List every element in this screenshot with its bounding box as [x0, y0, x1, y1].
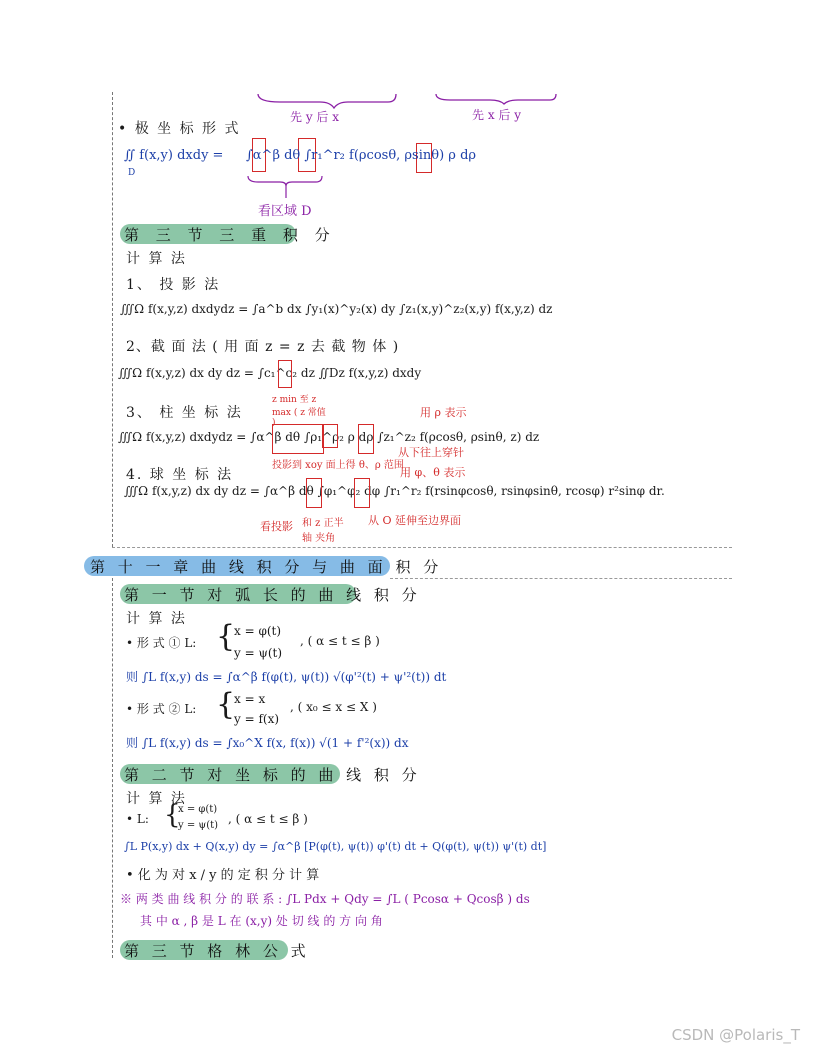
item4-title: 4. 球 坐 标 法	[126, 467, 234, 483]
s1-form2-result: 则 ∫L f(x,y) ds = ∫x₀^X f(x, f(x)) √(1 + f'²(x)) dx	[126, 736, 409, 750]
s1-form1-range: , ( α ≤ t ≤ β )	[300, 634, 380, 648]
item2-title: 2、截 面 法 ( 用 面 z = z 去 截 物 体 )	[126, 339, 400, 355]
item4-note1: 用 φ、θ 表示	[400, 466, 466, 479]
s2-relation2: 其 中 α , β 是 L 在 (x,y) 处 切 线 的 方 向 角	[140, 914, 383, 928]
phi-limits-box	[306, 478, 322, 508]
s1-form2-range: , ( x₀ ≤ x ≤ X )	[290, 700, 377, 714]
s1-form1-sys2: y = ψ(t)	[234, 646, 283, 660]
item3-note2: 从下往上穿针	[398, 446, 464, 459]
theta-limits-box	[272, 424, 324, 454]
s1-method: 计 算 法	[126, 611, 187, 627]
section-divider	[112, 547, 732, 548]
polar-heading: • 极 坐 标 形 式	[118, 121, 241, 137]
s2-L-label: • L:	[126, 812, 149, 826]
s2-method: 计 算 法	[126, 791, 187, 807]
item4-note2: 从 O 延伸至边界面	[368, 514, 462, 527]
section3-method: 计 算 法	[126, 251, 187, 267]
s2-note: • 化 为 对 x / y 的 定 积 分 计 算	[126, 868, 320, 883]
s2-L-range: , ( α ≤ t ≤ β )	[228, 812, 308, 826]
item3-formula: ∭Ω f(x,y,z) dxdydz = ∫α^β dθ ∫ρ₁^ρ₂ ρ dρ ∫z₁^z₂ f(ρcosθ, ρsinθ, z) dz	[118, 430, 540, 444]
s2-title: 第 二 节 对 坐 标 的 曲 线 积 分	[124, 766, 421, 784]
polar-note: 看区域 D	[258, 204, 312, 219]
left-margin-line-top	[112, 92, 113, 547]
s1-form1-brace: {	[216, 619, 236, 654]
s1-form1-sys1: x = φ(t)	[234, 624, 282, 638]
item4-note3: 看投影	[260, 520, 293, 533]
item3-note1: 用 ρ 表示	[420, 406, 467, 419]
section3-title: 第 三 节 三 重 积 分	[124, 226, 336, 244]
left-margin-line-bottom	[112, 578, 113, 958]
brace-left-label: 先 y 后 x	[290, 110, 339, 124]
polar-d-subscript: D	[128, 168, 136, 178]
rho-drho-box	[322, 424, 338, 448]
item4-formula: ∭Ω f(x,y,z) dx dy dz = ∫α^β dθ ∫φ₁^φ₂ dφ ∫r₁^r₂ f(rsinφcosθ, rsinφsinθ, rcosφ) r²sinφ dr.	[124, 484, 665, 498]
polar-formula-lhs: ∬ f(x,y) dxdy =	[124, 148, 224, 163]
item1-title: 1、 投 影 法	[126, 277, 221, 293]
item1-formula: ∭Ω f(x,y,z) dxdydz = ∫a^b dx ∫y₁(x)^y₂(x) dy ∫z₁(x,y)^z₂(x,y) f(x,y,z) dz	[120, 302, 553, 316]
s1-form2-brace: {	[216, 687, 236, 722]
chapter11-title: 第 十 一 章 曲 线 积 分 与 曲 面 积 分	[90, 558, 443, 576]
s2-L-sys1: x = φ(t)	[178, 804, 218, 815]
polar-underbrace	[246, 174, 326, 202]
item4-note4: 和 z 正半轴 夹角	[302, 518, 344, 544]
s2-formula: ∫L P(x,y) dx + Q(x,y) dy = ∫α^β [P(φ(t), ψ(t)) φ'(t) dt + Q(φ(t), ψ(t)) ψ'(t) dt]	[124, 840, 547, 853]
z-limits-box	[358, 424, 374, 454]
c-limits-box	[278, 360, 292, 388]
s2-L-brace: {	[164, 800, 181, 830]
s1-form2-sys2: y = f(x)	[234, 712, 280, 726]
item2-note: z min 至 z max ( z 常值 )	[272, 395, 326, 428]
chapter-divider	[390, 578, 732, 579]
s1-form1-label: • 形 式 ① L:	[126, 636, 197, 650]
r-limits-box-sphere	[354, 478, 370, 508]
item3-title: 3、 柱 坐 标 法	[126, 405, 243, 421]
s2-L-sys2: y = ψ(t)	[178, 820, 219, 831]
polar-formula-rhs: ∫α^β dθ ∫r₁^r₂ f(ρcosθ, ρsinθ) ρ dρ	[246, 148, 477, 163]
item2-formula: ∭Ω f(x,y,z) dx dy dz = ∫c₁^c₂ dz ∬Dz f(x,y,z) dxdy	[118, 366, 422, 380]
s1-title: 第 一 节 对 弧 长 的 曲 线 积 分	[124, 586, 421, 604]
watermark: CSDN @Polaris_T	[671, 1026, 800, 1044]
brace-right-label: 先 x 后 y	[472, 108, 521, 122]
s1-form2-sys1: x = x	[234, 692, 266, 706]
s3-title: 第 三 节 格 林 公 式	[124, 942, 310, 960]
item3-note3: 投影到 xoy 面上得 θ、ρ 范围	[272, 460, 404, 471]
s1-form1-result: 则 ∫L f(x,y) ds = ∫α^β f(φ(t), ψ(t)) √(φ'²(t) + ψ'²(t)) dt	[126, 670, 447, 684]
s1-form2-label: • 形 式 ② L:	[126, 702, 197, 716]
s2-relation: ※ 两 类 曲 线 积 分 的 联 系 : ∫L Pdx + Qdy = ∫L ( Pcosα + Qcosβ ) ds	[120, 892, 530, 906]
